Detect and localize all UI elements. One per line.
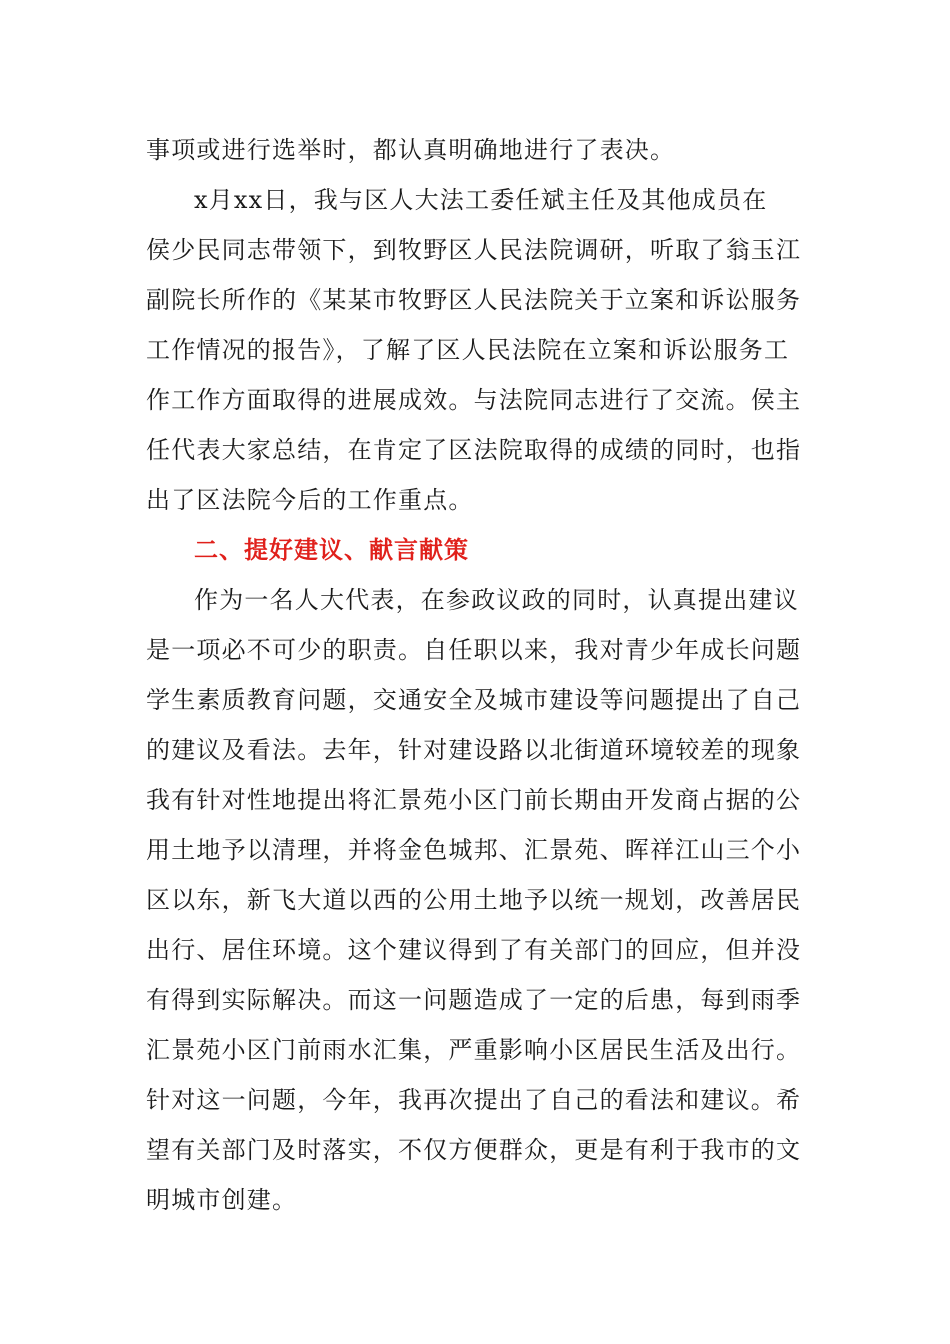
paragraph-line: 是一项必不可少的职责。自任职以来，我对青少年成长问题	[146, 636, 802, 664]
paragraph-line: 的建议及看法。去年，针对建设路以北街道环境较差的现象	[146, 736, 802, 764]
paragraph-line: 明城市创建。	[146, 1186, 298, 1214]
paragraph-line: 学生素质教育问题，交通安全及城市建设等问题提出了自己	[146, 686, 802, 714]
paragraph-line: 我有针对性地提出将汇景苑小区门前长期由开发商占据的公	[146, 786, 802, 814]
paragraph-line: 用土地予以清理，并将金色城邦、汇景苑、晖祥江山三个小	[146, 836, 802, 864]
paragraph-line: 针对这一问题，今年，我再次提出了自己的看法和建议。希	[146, 1086, 802, 1114]
paragraph-line: 出了区法院今后的工作重点。	[146, 486, 474, 514]
paragraph-line: 事项或进行选举时，都认真明确地进行了表决。	[146, 136, 676, 164]
paragraph-line: x月xx日，我与区人大法工委任斌主任及其他成员在	[194, 186, 768, 214]
paragraph-line: 工作情况的报告》，了解了区人民法院在立案和诉讼服务工	[146, 336, 790, 364]
paragraph-line: 副院长所作的《某某市牧野区人民法院关于立案和诉讼服务	[146, 286, 802, 314]
paragraph-line: 任代表大家总结，在肯定了区法院取得的成绩的同时，也指	[146, 436, 802, 464]
paragraph-line: 望有关部门及时落实，不仅方便群众，更是有利于我市的文	[146, 1136, 802, 1164]
paragraph-line: 出行、居住环境。这个建议得到了有关部门的回应，但并没	[146, 936, 802, 964]
paragraph-line: 汇景苑小区门前雨水汇集，严重影响小区居民生活及出行。	[146, 1036, 802, 1064]
paragraph-line: 侯少民同志带领下，到牧野区人民法院调研，听取了翁玉江	[146, 236, 802, 264]
paragraph-line: 作为一名人大代表，在参政议政的同时，认真提出建议	[194, 586, 799, 614]
section-heading: 二、提好建议、献言献策	[194, 536, 469, 564]
paragraph-line: 有得到实际解决。而这一问题造成了一定的后患，每到雨季	[146, 986, 802, 1014]
paragraph-line: 区以东，新飞大道以西的公用土地予以统一规划，改善居民	[146, 886, 802, 914]
paragraph-line: 作工作方面取得的进展成效。与法院同志进行了交流。侯主	[146, 386, 802, 414]
